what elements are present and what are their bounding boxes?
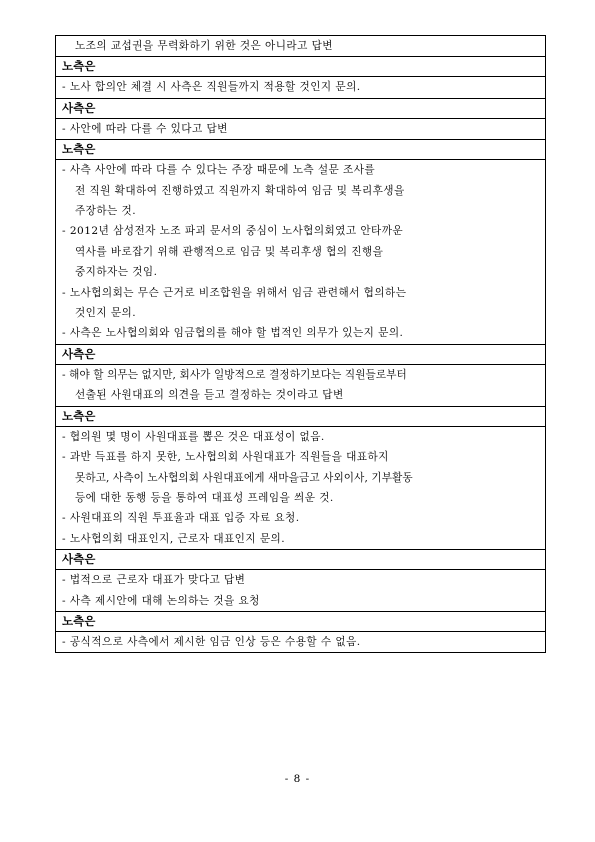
minutes-line: - 사측 제시안에 대해 논의하는 것을 요청 [62, 594, 260, 607]
meeting-minutes [55, 35, 546, 653]
minutes-table [55, 35, 546, 653]
minutes-line: - 사측은 노사협의회와 임금협의를 해야 할 법적인 의무가 있는지 문의. [62, 327, 404, 340]
minutes-line: - 과반 득표를 하지 못한, 노사협의회 사원대표가 직원들을 대표하지 [62, 451, 389, 464]
page-number: - 8 - [284, 773, 311, 785]
minutes-line: 등에 대한 동행 등을 통하여 대표성 프레임을 씌운 것. [75, 491, 334, 504]
minutes-line: - 법적으로 근로자 대표가 맞다고 답변 [62, 574, 246, 587]
speaker-row [56, 98, 546, 118]
content-row [56, 364, 546, 406]
minutes-line: 전 직원 확대하여 진행하였고 직원까지 확대하여 임금 및 복리후생을 [75, 184, 405, 197]
content-row [56, 160, 546, 345]
minutes-line: - 사원대표의 직원 투표율과 대표 입증 자료 요청. [62, 512, 300, 525]
speaker-row [56, 344, 546, 364]
speaker-label: 사측은 [56, 344, 546, 364]
minutes-content [56, 160, 546, 345]
minutes-content [56, 570, 546, 612]
minutes-line: - 협의원 몇 명이 사원대표를 뽑은 것은 대표성이 없음. [62, 430, 325, 443]
speaker-label: 사측은 [56, 98, 546, 118]
minutes-content [56, 631, 546, 652]
speaker-label: 노측은 [56, 57, 546, 77]
content-row [56, 36, 546, 57]
minutes-line: - 노사협의회는 무슨 근거로 비조합원을 위해서 임금 관련해서 협의하는 [62, 286, 407, 299]
minutes-content [56, 77, 546, 98]
speaker-row [56, 140, 546, 160]
minutes-line: - 노사 합의안 체결 시 사측은 직원들까지 적용할 것인지 문의. [62, 81, 361, 94]
content-row [56, 77, 546, 98]
minutes-line: - 2012년 삼성전자 노조 파괴 문서의 중심이 노사협의회였고 안타까운 [62, 225, 404, 238]
speaker-label: 노측은 [56, 611, 546, 631]
minutes-content [56, 36, 546, 57]
minutes-line: 선출된 사원대표의 의견을 듣고 결정하는 것이라고 답변 [75, 389, 344, 402]
minutes-line: 것인지 문의. [75, 307, 137, 320]
minutes-content [56, 364, 546, 406]
minutes-line: - 사측 사안에 따라 다를 수 있다는 주장 때문에 노측 설문 조사를 [62, 164, 376, 177]
minutes-line: - 노사협의회 대표인지, 근로자 대표인지 문의. [62, 532, 286, 545]
minutes-content [56, 426, 546, 549]
minutes-line: - 사안에 따라 다를 수 있다고 답변 [62, 122, 228, 135]
content-row [56, 118, 546, 139]
content-row [56, 426, 546, 549]
speaker-row [56, 611, 546, 631]
speaker-label: 노측은 [56, 406, 546, 426]
speaker-row [56, 57, 546, 77]
speaker-label: 노측은 [56, 140, 546, 160]
content-row [56, 631, 546, 652]
minutes-line: 역사를 바로잡기 위해 관행적으로 임금 및 복리후생 협의 진행을 [75, 245, 384, 258]
minutes-line: 노조의 교섭권을 무력화하기 위한 것은 아니라고 답변 [75, 40, 333, 52]
minutes-content [56, 118, 546, 139]
speaker-label: 사측은 [56, 550, 546, 570]
speaker-row [56, 550, 546, 570]
minutes-line: 주장하는 것. [75, 205, 137, 218]
minutes-line: 중지하자는 것임. [75, 266, 158, 279]
minutes-line: - 공식적으로 사측에서 제시한 임금 인상 등은 수용할 수 없음. [62, 635, 361, 648]
minutes-line: - 해야 할 의무는 없지만, 회사가 일방적으로 결정하기보다는 직원들로부터 [62, 368, 407, 381]
speaker-row [56, 406, 546, 426]
content-row [56, 570, 546, 612]
minutes-line: 못하고, 사측이 노사협의회 사원대표에게 새마을금고 사외이사, 기부활동 [75, 471, 413, 484]
